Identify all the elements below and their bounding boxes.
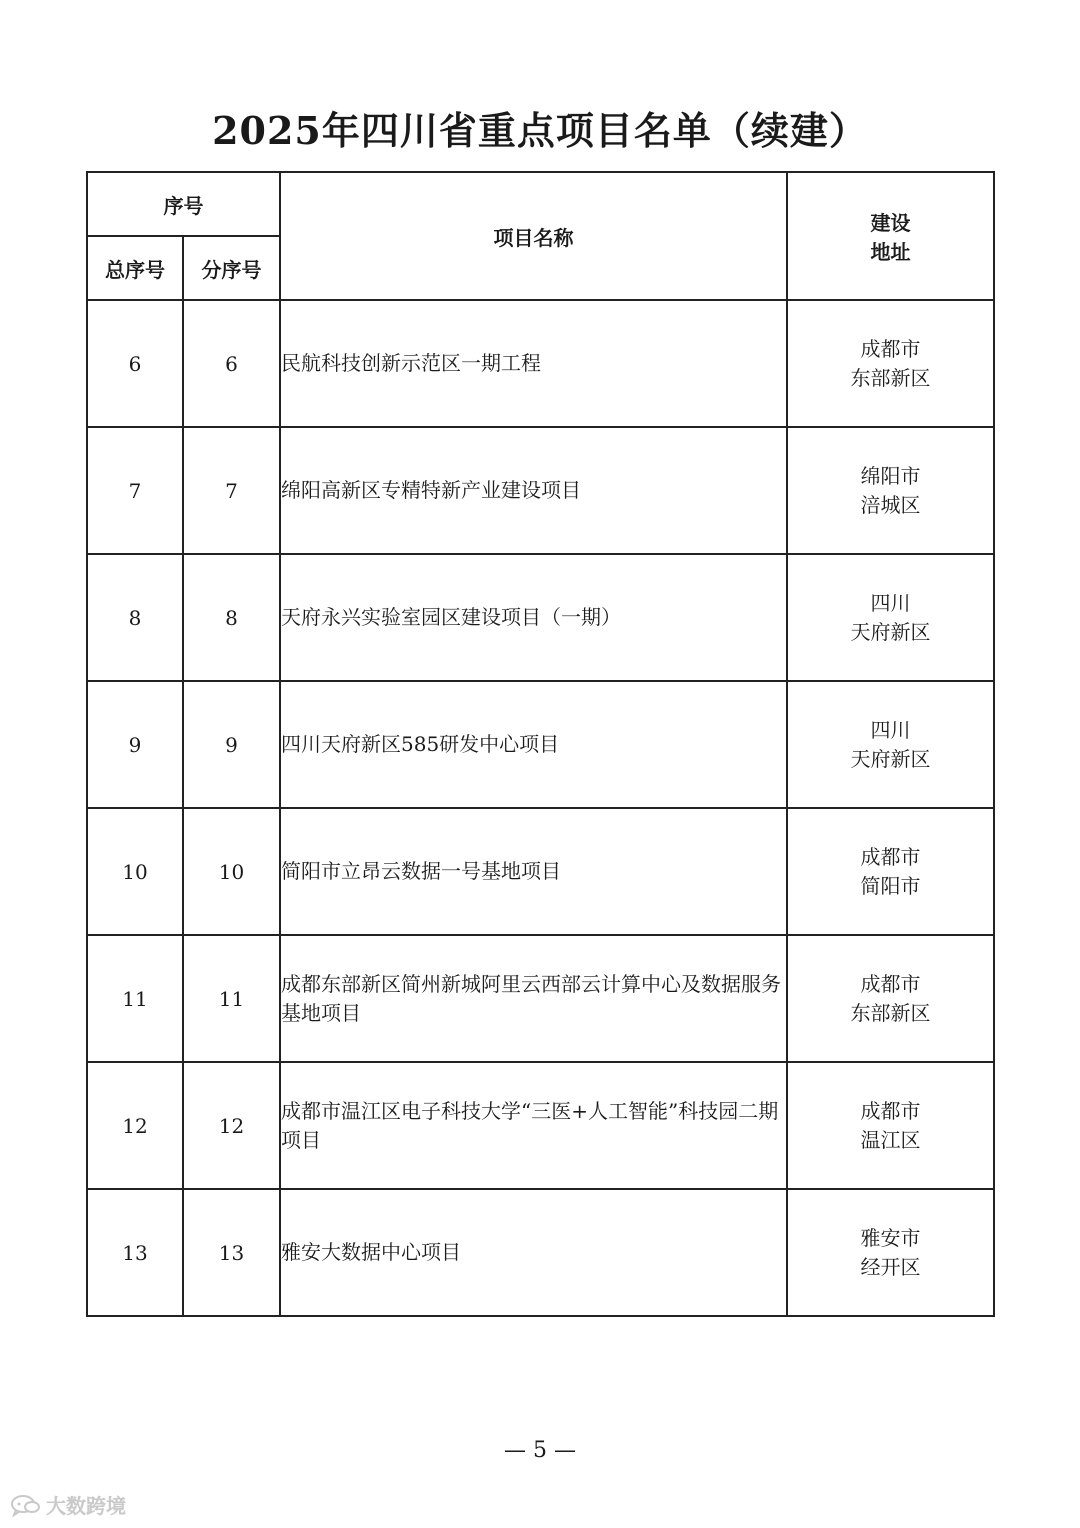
project-name-cell: 天府永兴实验室园区建设项目（一期）	[280, 554, 787, 681]
address-line2: 天府新区	[850, 746, 931, 771]
sub-seq-cell: 6	[183, 300, 280, 427]
address-line2: 温江区	[860, 1127, 921, 1152]
table-row	[87, 1062, 994, 1189]
header-address-line2: 地址	[870, 240, 911, 264]
table-row	[87, 681, 994, 808]
address-line1: 成都市	[860, 1098, 921, 1123]
project-name-cell: 成都东部新区简州新城阿里云西部云计算中心及数据服务基地项目	[280, 935, 787, 1062]
address-line1: 四川	[870, 590, 911, 615]
sub-seq-cell: 9	[183, 681, 280, 808]
total-seq-cell: 10	[87, 808, 183, 935]
address-line2: 天府新区	[850, 619, 931, 644]
header-address	[787, 172, 994, 300]
project-table	[86, 171, 995, 1317]
chat-bubble-icon	[10, 1493, 40, 1517]
address-line1: 成都市	[860, 971, 921, 996]
address-cell	[787, 300, 994, 427]
address-line1: 绵阳市	[860, 463, 921, 488]
table-header-row	[87, 172, 994, 236]
total-seq-cell: 7	[87, 427, 183, 554]
table-row	[87, 427, 994, 554]
table-row	[87, 300, 994, 427]
total-seq-cell: 6	[87, 300, 183, 427]
total-seq-cell: 9	[87, 681, 183, 808]
header-seq-group: 序号	[87, 172, 280, 236]
total-seq-cell: 11	[87, 935, 183, 1062]
address-cell	[787, 427, 994, 554]
project-name-cell: 民航科技创新示范区一期工程	[280, 300, 787, 427]
header-total-seq: 总序号	[87, 236, 183, 300]
address-line1: 雅安市	[860, 1225, 921, 1250]
total-seq-cell: 13	[87, 1189, 183, 1316]
header-sub-seq: 分序号	[183, 236, 280, 300]
header-project-name: 项目名称	[280, 172, 787, 300]
address-cell	[787, 681, 994, 808]
sub-seq-cell: 12	[183, 1062, 280, 1189]
total-seq-cell: 12	[87, 1062, 183, 1189]
sub-seq-cell: 10	[183, 808, 280, 935]
table-row	[87, 554, 994, 681]
address-line2: 经开区	[860, 1254, 921, 1279]
header-address-line1: 建设	[870, 211, 911, 235]
address-cell	[787, 1189, 994, 1316]
sub-seq-cell: 13	[183, 1189, 280, 1316]
project-name-cell: 成都市温江区电子科技大学“三医+人工智能”科技园二期项目	[280, 1062, 787, 1189]
project-name-cell: 四川天府新区585研发中心项目	[280, 681, 787, 808]
address-cell	[787, 808, 994, 935]
sub-seq-cell: 7	[183, 427, 280, 554]
document-title: 2025年四川省重点项目名单（续建）	[212, 108, 868, 153]
watermark	[10, 1490, 126, 1519]
page-number: — 5 —	[504, 1438, 576, 1463]
address-cell	[787, 554, 994, 681]
address-line1: 四川	[870, 717, 911, 742]
project-name-cell: 雅安大数据中心项目	[280, 1189, 787, 1316]
table-row	[87, 808, 994, 935]
total-seq-cell: 8	[87, 554, 183, 681]
project-name-cell: 绵阳高新区专精特新产业建设项目	[280, 427, 787, 554]
address-line1: 成都市	[860, 844, 921, 869]
address-line2: 涪城区	[860, 492, 921, 517]
address-line2: 东部新区	[850, 365, 931, 390]
table-row	[87, 1189, 994, 1316]
address-line2: 东部新区	[850, 1000, 931, 1025]
sub-seq-cell: 11	[183, 935, 280, 1062]
address-line1: 成都市	[860, 336, 921, 361]
watermark-text: 大数跨境	[46, 1494, 126, 1518]
address-cell	[787, 1062, 994, 1189]
table-row	[87, 935, 994, 1062]
address-cell	[787, 935, 994, 1062]
project-name-cell: 简阳市立昂云数据一号基地项目	[280, 808, 787, 935]
address-line2: 简阳市	[860, 873, 921, 898]
sub-seq-cell: 8	[183, 554, 280, 681]
